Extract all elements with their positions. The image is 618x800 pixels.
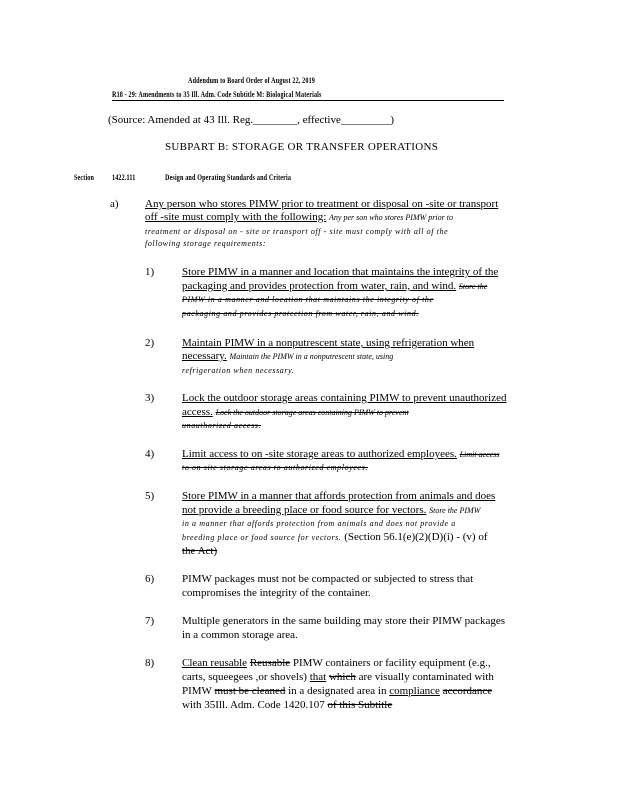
item-4-struck-2: to on site storage areas to authorized employees. xyxy=(182,463,368,472)
subpart-heading: SUBPART B: STORAGE OR TRANSFER OPERATIONS xyxy=(165,141,439,153)
header-line-1: Addendum to Board Order of August 22, 2019 xyxy=(188,75,315,85)
item-a-old-line-1: Any per son who stores PIMW prior to xyxy=(329,213,453,222)
item-1-label: 1) xyxy=(145,266,155,278)
item-5-struck-act: the Act) xyxy=(182,545,218,557)
item-8-text-6: with 35Ill. Adm. Code 1420.107 xyxy=(182,699,325,711)
item-2-line-2 xyxy=(182,350,393,363)
header-line-2: R18 - 29: Amendments to 35 Ill. Adm. Code Subtitle M: Biological Materials xyxy=(112,89,322,99)
item-1-struck-2: PIMW in a manner and location that maintains the integrity of the xyxy=(182,295,434,304)
item-6-label: 6) xyxy=(145,573,155,585)
source-line: (Source: Amended at 43 Ill. Reg.________, effective_________) xyxy=(108,114,395,126)
item-7-line-2: in a common storage area. xyxy=(182,629,298,641)
item-4-new-text: Limit access to on -site storage areas to authorized employees. xyxy=(182,448,457,460)
item-8-line-3 xyxy=(182,685,492,698)
item-3-struck-2: unauthorized access. xyxy=(182,421,262,430)
item-1-struck-3: packaging and provides protection from water, rain, and wind. xyxy=(182,309,419,318)
item-a-old-line-2: treatment or disposal on - site or transport off - site must comply with all of the xyxy=(145,227,449,236)
item-8-new-that: that xyxy=(309,671,327,683)
item-5-line-2 xyxy=(182,504,480,517)
item-8-text-5: in a designated area in xyxy=(288,685,387,697)
item-6-line-2: compromises the integrity of the container. xyxy=(182,587,371,599)
item-4-line-1 xyxy=(182,448,499,461)
item-8-text-2: carts, squeegees ,or shovels) xyxy=(182,671,307,683)
item-3-struck-1: Lock the outdoor storage areas containing PIMW to prevent xyxy=(215,408,409,417)
item-2-line-1: Maintain PIMW in a nonputrescent state, using refrigeration when xyxy=(182,337,475,349)
item-8-text-4: PIMW xyxy=(182,685,212,697)
item-1-line-2 xyxy=(182,280,487,293)
item-2-new-text: necessary. xyxy=(182,350,227,362)
section-title: Design and Operating Standards and Criteria xyxy=(165,172,292,182)
item-5-line-4 xyxy=(182,531,487,544)
item-5-line-1: Store PIMW in a manner that affords protection from animals and does xyxy=(182,490,496,502)
item-8-struck-accordance: accordance xyxy=(442,685,493,697)
item-8-label: 8) xyxy=(145,657,155,669)
item-3-new-text: access. xyxy=(182,406,213,418)
item-8-struck-cleaned: must be cleaned xyxy=(214,685,286,697)
item-a-old-line-3: following storage requirements: xyxy=(145,239,267,248)
item-5-old-3: breeding place or food source for vectors. xyxy=(182,533,342,542)
item-5-citation: (Section 56.1(e)(2)(D)(i) - (v) of xyxy=(344,531,488,543)
item-a-new-line-2: off -site must comply with the following: xyxy=(145,211,327,223)
item-8-line-2 xyxy=(182,671,494,684)
item-8-new-compliance: compliance xyxy=(389,685,440,697)
item-3-label: 3) xyxy=(145,392,155,404)
item-8-line-4 xyxy=(182,699,392,712)
item-3-line-1: Lock the outdoor storage areas containing PIMW to prevent unauthorized xyxy=(182,392,507,404)
item-2-label: 2) xyxy=(145,337,155,349)
item-7-line-1: Multiple generators in the same building may store their PIMW packages xyxy=(182,615,505,627)
item-3-line-2 xyxy=(182,406,409,419)
item-8-struck-which: which xyxy=(328,671,356,683)
section-number: 1422.111 xyxy=(112,172,136,182)
item-7-label: 7) xyxy=(145,615,155,627)
item-8-struck-reusable: Reusable xyxy=(249,657,291,669)
item-8-new-clean: Clean reusable xyxy=(182,657,248,669)
item-a-new-line-1: Any person who stores PIMW prior to treatment or disposal on -site or transport xyxy=(145,198,499,210)
item-8-line-1 xyxy=(182,657,491,670)
item-5-old-2: in a manner that affords protection from animals and does not provide a xyxy=(182,519,456,528)
item-a-label: a) xyxy=(110,198,119,210)
item-4-label: 4) xyxy=(145,448,155,460)
item-2-old-1: Maintain the PIMW in a nonputrescent state, using xyxy=(229,352,394,361)
item-1-line-1: Store PIMW in a manner and location that maintains the integrity of the xyxy=(182,266,499,278)
item-2-old-2: refrigeration when necessary. xyxy=(182,366,295,375)
item-4-struck-1: Limit access xyxy=(459,450,500,459)
item-6-line-1: PIMW packages must not be compacted or subjected to stress that xyxy=(182,573,474,585)
item-1-new-text: packaging and provides protection from water, rain, and wind. xyxy=(182,280,457,292)
item-1-struck-1: Store the xyxy=(458,282,488,291)
item-8-text-3: are visually contaminated with xyxy=(358,671,494,683)
item-a-line-2 xyxy=(145,211,453,224)
item-8-struck-subtitle: of this Subtitle xyxy=(327,699,393,711)
item-5-label: 5) xyxy=(145,490,155,502)
item-8-text-1: PIMW containers or facility equipment (e.g., xyxy=(292,657,491,669)
header-rule xyxy=(112,100,504,101)
section-label: Section xyxy=(74,172,95,182)
item-5-new-text: not provide a breeding place or food source for vectors. xyxy=(182,504,427,516)
item-5-old-1: Store the PIMW xyxy=(429,506,481,515)
